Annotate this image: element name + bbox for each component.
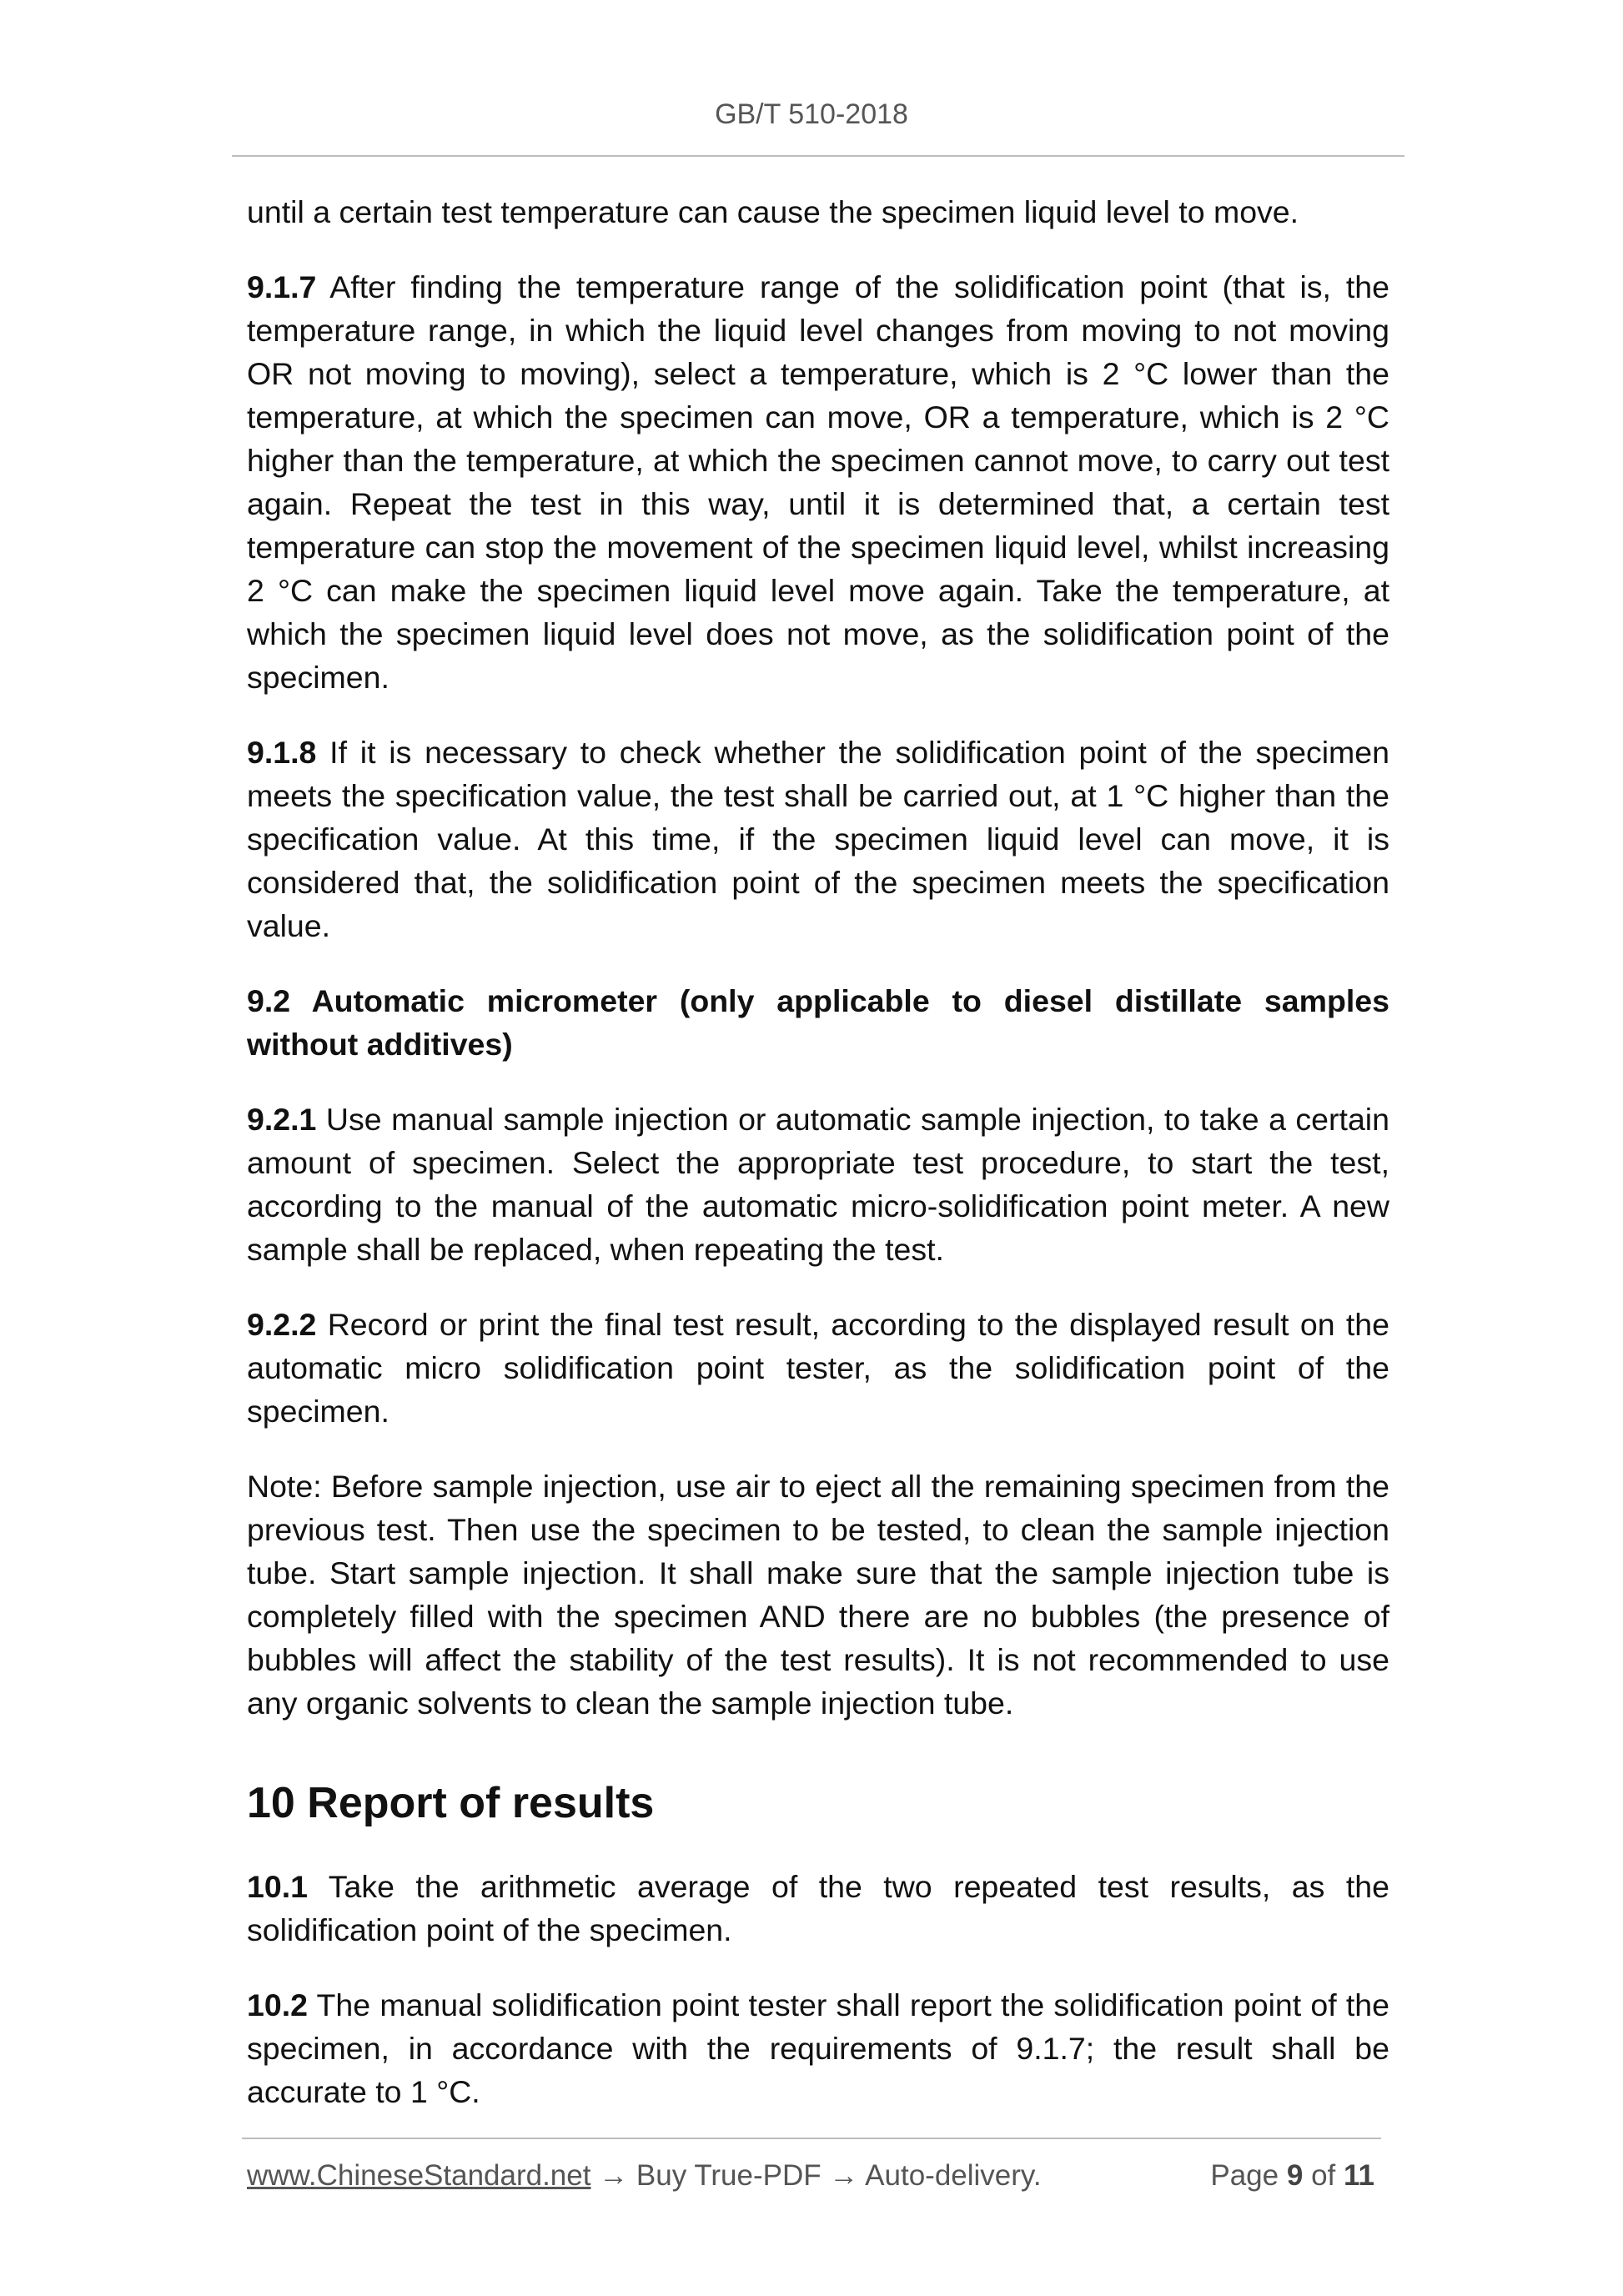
clause-text: Use manual sample injection or automatic sample injection, to take a certain amount of specimen. Select the appropriate test procedure, to start the test, according to the manual of the automatic micro-solidification point meter. A new sample shall be replaced, when repeating the test. — [247, 1102, 1389, 1267]
clause-9-2-1 — [247, 1098, 1389, 1271]
clause-text: Record or print the final test result, according to the displayed result on the automatic micro solidification point tester, as the solidification point of the specimen. — [247, 1307, 1389, 1429]
clause-text: After finding the temperature range of the solidification point (that is, the temperature range, in which the liquid level changes from moving to not moving OR not moving to moving), select a temperature, which is 2 °C lower than the temperature, at which the specimen can move, OR a temperature, which is 2 °C higher than the temperature, at which the specimen cannot move, to carry out test again. Repeat the test in this way, until it is determined that, a certain test temperature can stop the movement of the specimen liquid level, whilst increasing 2 °C can make the specimen liquid level move again. Take the temperature, at which the specimen liquid level does not move, as the solidification point of the specimen. — [247, 269, 1389, 695]
clause-text: Take the arithmetic average of the two repeated test results, as the solidification point of the specimen. — [247, 1869, 1389, 1947]
page-header — [0, 98, 1623, 131]
clause-text: The manual solidification point tester shall report the solidification point of the specimen, in accordance with the requirements of 9.1.7; the result shall be accurate to 1 °C. — [247, 1987, 1389, 2109]
clause-number: 9.2.2 — [247, 1307, 317, 1342]
page-current: 9 — [1286, 2159, 1304, 2192]
page-total: 11 — [1344, 2159, 1374, 2192]
subheading-text: 9.2 Automatic micrometer (only applicable to diesel distillate samples without additives) — [247, 983, 1389, 1062]
footer-divider — [242, 2138, 1381, 2139]
clause-number: 9.1.8 — [247, 735, 317, 770]
clause-9-1-8 — [247, 731, 1389, 947]
clause-10-2 — [247, 1983, 1389, 2113]
clause-10-1 — [247, 1865, 1389, 1952]
note-paragraph — [247, 1465, 1389, 1725]
footer-tagline: → Buy True-PDF → Auto-delivery. — [590, 2159, 1042, 2192]
page-indicator — [1210, 2159, 1374, 2193]
note-text: Note: Before sample injection, use air to eject all the remaining specimen from the previous test. Then use the specimen to be tested, to clean the sample injection tube. Start sample injection. It shall make sure that the sample injection tube is completely filled with the specimen AND there are no bubbles (the presence of bubbles will affect the stability of the test results). It is not recommended to use any organic solvents to clean the sample injection tube. — [247, 1469, 1389, 1721]
clause-number: 10.1 — [247, 1869, 308, 1904]
clause-text: If it is necessary to check whether the solidification point of the specimen meets the specification value, the test shall be carried out, at 1 °C higher than the specification value. At this time, if the specimen liquid level can move, it is considered that, the solidification point of the specimen meets the specification value. — [247, 735, 1389, 943]
document-id: GB/T 510-2018 — [715, 98, 908, 130]
clause-number: 9.2.1 — [247, 1102, 317, 1137]
page-footer — [247, 2159, 1374, 2193]
page-content — [247, 190, 1389, 2145]
website-link[interactable]: www.ChineseStandard.net — [247, 2159, 591, 2192]
clause-9-1-7 — [247, 265, 1389, 699]
page-of-label: of — [1311, 2159, 1336, 2192]
clause-number: 9.1.7 — [247, 269, 317, 304]
page-label: Page — [1210, 2159, 1279, 2192]
clause-number: 10.2 — [247, 1987, 308, 2022]
paragraph-continuation — [247, 190, 1389, 234]
paragraph-text: until a certain test temperature can cause the specimen liquid level to move. — [247, 194, 1299, 229]
header-divider — [232, 155, 1404, 157]
clause-9-2-2 — [247, 1303, 1389, 1433]
subheading-9-2 — [247, 979, 1389, 1066]
section-heading-10: 10 Report of results — [247, 1779, 655, 1827]
